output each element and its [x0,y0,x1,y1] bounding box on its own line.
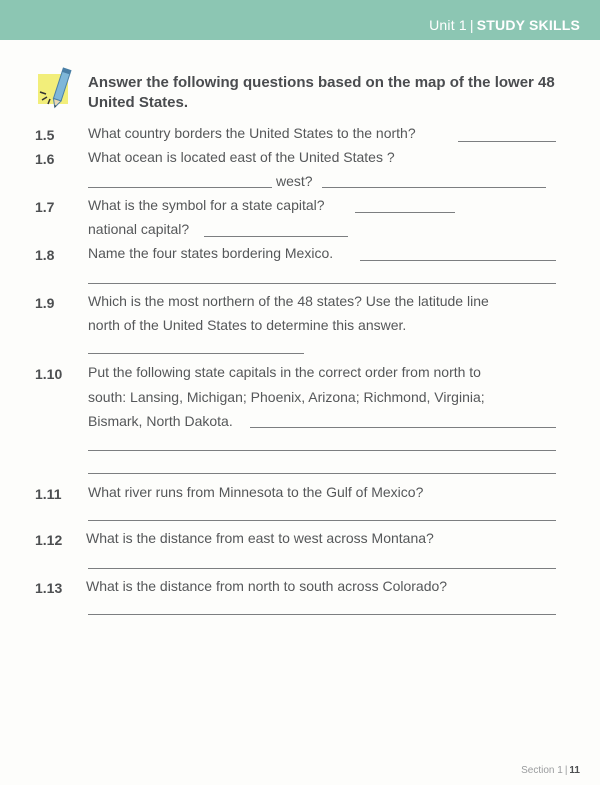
question-text: west? [276,173,313,189]
question-text: Put the following state capitals in the correct order from north to [88,364,481,380]
answer-line[interactable] [88,353,304,354]
header-band [0,0,600,40]
question-text: What is the symbol for a state capital? [88,197,325,213]
question-text: What country borders the United States to the north? [88,125,416,141]
answer-line[interactable] [88,283,556,284]
question-text: What ocean is located east of the United States ? [88,149,395,165]
question-number: 1.6 [35,151,55,167]
question-number: 1.7 [35,199,55,215]
question-text: Name the four states bordering Mexico. [88,245,334,261]
footer-separator: | [564,765,568,776]
footer [521,765,580,776]
instruction-text: Answer the following questions based on the map of the lower 48 United States. [88,74,555,111]
question-text: national capital? [88,221,190,237]
question-text: What river runs from Minnesota to the Gulf of Mexico? [88,484,424,500]
question-number: 1.13 [35,580,63,596]
answer-line[interactable] [250,427,556,428]
question-text: What is the distance from north to south across Colorado? [86,578,448,594]
question-number: 1.5 [35,127,55,143]
question-text: Bismark, North Dakota. [88,413,233,429]
answer-line[interactable] [88,450,556,451]
question-number: 1.10 [35,366,63,382]
pencil-icon [34,66,76,112]
answer-line[interactable] [322,187,546,188]
question-text: What is the distance from east to west across Montana? [86,530,434,546]
answer-line[interactable] [88,568,556,569]
page-number: 11 [569,765,580,776]
question-number: 1.11 [35,486,62,502]
answer-line[interactable] [204,236,348,237]
question-number: 1.8 [35,247,55,263]
answer-line[interactable] [88,614,556,615]
unit-label: Unit 1 [429,17,467,33]
answer-line[interactable] [360,260,556,261]
answer-line[interactable] [458,141,556,142]
question-text: south: Lansing, Michigan; Phoenix, Arizona; Richmond, Virginia; [88,389,485,405]
header-title [429,17,580,33]
section-title: STUDY SKILLS [476,17,580,33]
question-number: 1.12 [35,532,63,548]
answer-line[interactable] [88,187,272,188]
answer-line[interactable] [88,473,556,474]
question-text: Which is the most northern of the 48 states? Use the latitude line [88,293,489,309]
answer-line[interactable] [88,520,556,521]
footer-section: Section 1 [521,765,563,776]
header-separator: | [469,17,474,33]
answer-line[interactable] [355,212,455,213]
question-number: 1.9 [35,295,55,311]
question-text: north of the United States to determine this answer. [88,317,407,333]
